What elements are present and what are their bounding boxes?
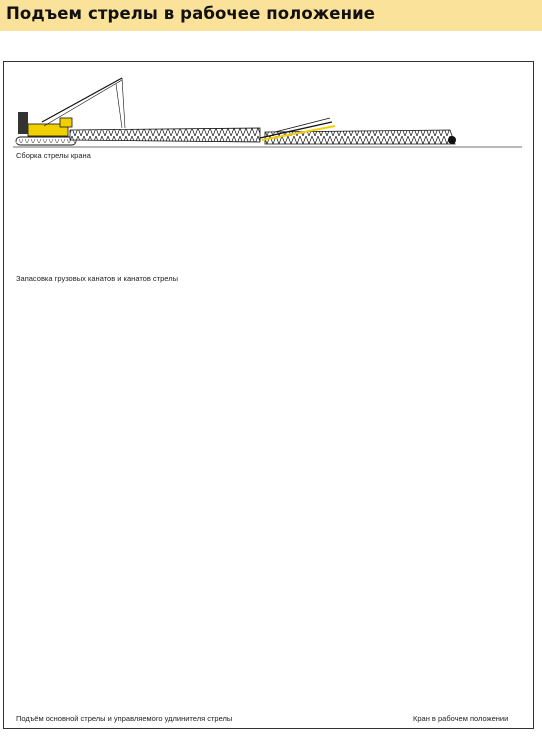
stage-4-caption: Кран в рабочем положении [413, 714, 509, 723]
stage-1-caption: Сборка стрелы крана [16, 151, 91, 160]
boom-section-b [265, 130, 455, 144]
stage-3-caption: Подъём основной стрелы и управляемого удлинителя стрелы [16, 714, 233, 723]
page-title: Подъем стрелы в рабочее положение [6, 4, 376, 23]
cab [60, 118, 72, 127]
boom-section-a [70, 128, 260, 142]
counterweight [18, 112, 28, 134]
stage-1-boom-assembly [13, 78, 522, 147]
stage-2-caption: Запасовка грузовых канатов и канатов стрелы [16, 274, 178, 283]
